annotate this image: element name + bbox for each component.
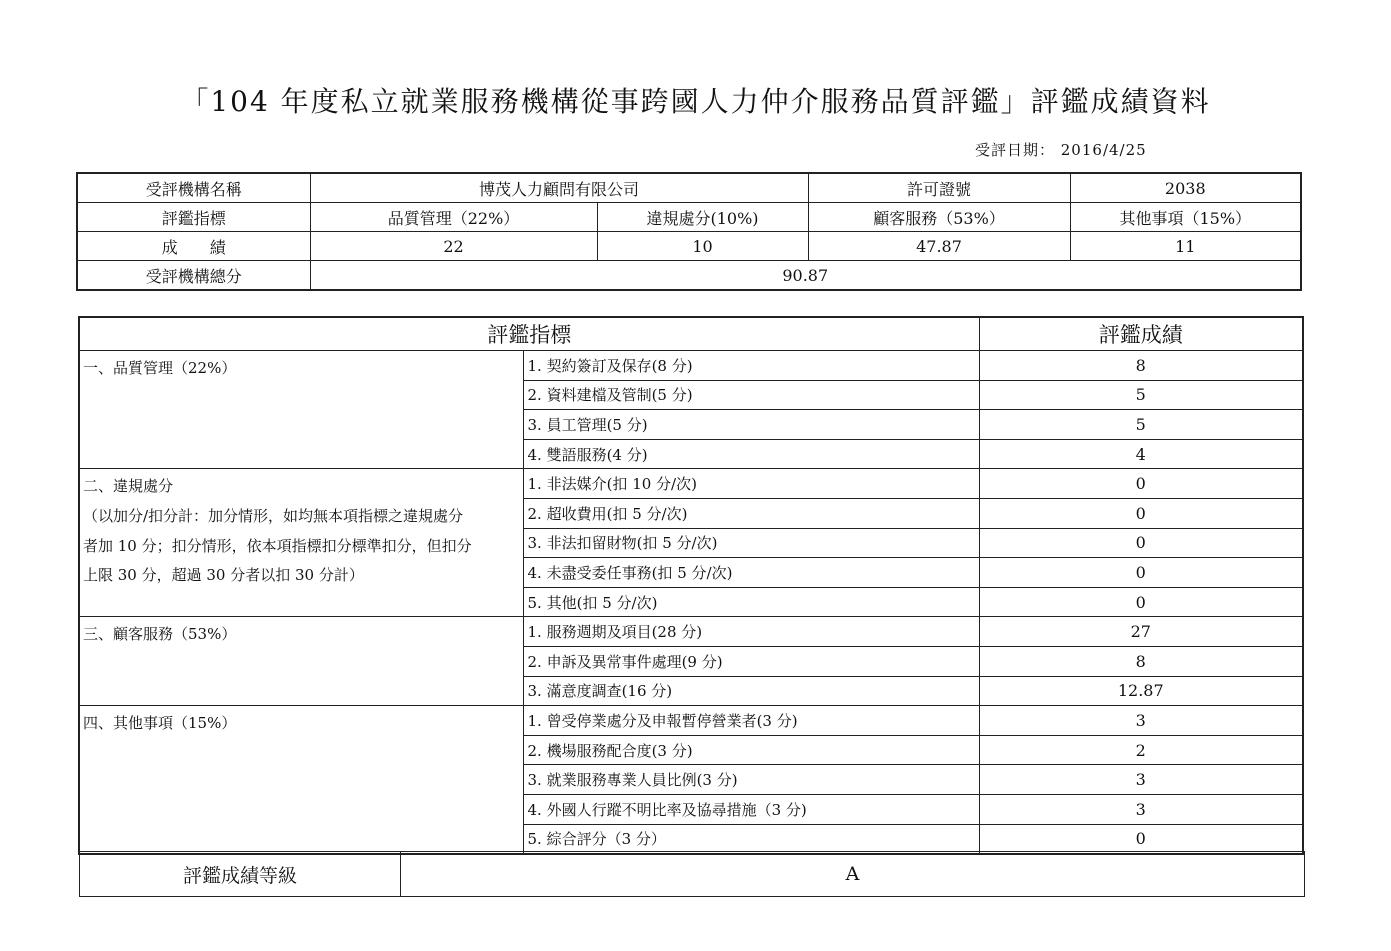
item-label: 4. 雙語服務(4 分) (523, 439, 979, 469)
evaluation-date: 受評日期： 2016/4/25 (975, 141, 1147, 159)
item-label: 3. 滿意度調查(16 分) (523, 676, 979, 706)
table-row (79, 351, 1303, 381)
item-label: 3. 非法扣留財物(扣 5 分/次) (523, 528, 979, 558)
category-line: 三、顧客服務（53%） (83, 625, 237, 644)
summary-row-org (77, 173, 1301, 203)
item-label: 3. 就業服務專業人員比例(3 分) (523, 765, 979, 795)
category-line: 四、其他事項（15%） (83, 714, 237, 733)
item-score: 27 (979, 617, 1303, 647)
item-score: 0 (979, 587, 1303, 617)
document-title: 「104 年度私立就業服務機構從事跨國人力仲介服務品質評鑑」評鑑成績資料 (180, 85, 1211, 118)
score-label: 成 績 (77, 232, 310, 261)
table-row (79, 617, 1303, 647)
item-label: 2. 超收費用(扣 5 分/次) (523, 498, 979, 528)
item-score: 12.87 (979, 676, 1303, 706)
table-row (79, 706, 1303, 736)
item-score: 5 (979, 380, 1303, 410)
item-label: 3. 員工管理(5 分) (523, 410, 979, 440)
category-line: 一、品質管理（22%） (83, 359, 237, 377)
table-row (79, 469, 1303, 499)
indicator-quality: 品質管理（22%） (310, 203, 597, 232)
item-score: 0 (979, 824, 1303, 854)
item-score: 0 (979, 528, 1303, 558)
item-score: 3 (979, 765, 1303, 795)
detail-table (78, 316, 1304, 855)
item-label: 4. 未盡受委任事務(扣 5 分/次) (523, 558, 979, 588)
item-label: 5. 其他(扣 5 分/次) (523, 587, 979, 617)
score-quality: 22 (310, 232, 597, 261)
license-number: 2038 (1070, 173, 1301, 203)
score-customer: 47.87 (808, 232, 1070, 261)
item-label: 2. 資料建檔及管制(5 分) (523, 380, 979, 410)
item-label: 1. 曾受停業處分及申報暫停營業者(3 分) (523, 706, 979, 736)
category-violation (79, 469, 523, 617)
item-score: 3 (979, 706, 1303, 736)
item-label: 1. 非法媒介(扣 10 分/次) (523, 469, 979, 499)
detail-header-score: 評鑑成績 (979, 317, 1303, 351)
item-label: 5. 綜合評分（3 分） (523, 824, 979, 854)
category-line: （以加分/扣分計：加分情形，如均無本項指標之違規處分 (83, 506, 464, 525)
item-score: 8 (979, 351, 1303, 381)
item-label: 1. 服務週期及項目(28 分) (523, 617, 979, 647)
summary-row-scores (77, 232, 1301, 261)
item-score: 5 (979, 410, 1303, 440)
item-score: 2 (979, 735, 1303, 765)
category-quality (79, 351, 523, 469)
item-label: 2. 申訴及異常事件處理(9 分) (523, 646, 979, 676)
item-label: 4. 外國人行蹤不明比率及協尋措施（3 分) (523, 794, 979, 824)
grade-label: 評鑑成績等級 (80, 852, 401, 897)
org-label: 受評機構名稱 (77, 173, 310, 203)
item-score: 8 (979, 646, 1303, 676)
score-other: 11 (1070, 232, 1301, 261)
summary-table (76, 172, 1302, 291)
indicator-other: 其他事項（15%） (1070, 203, 1301, 232)
detail-header-row (79, 317, 1303, 351)
item-score: 4 (979, 439, 1303, 469)
indicator-violation: 違規處分(10%) (597, 203, 808, 232)
category-line: 上限 30 分，超過 30 分者以扣 30 分計） (83, 566, 364, 585)
license-label: 許可證號 (808, 173, 1070, 203)
total-label: 受評機構總分 (77, 261, 310, 291)
category-line: 者加 10 分；扣分情形，依本項指標扣分標準扣分，但扣分 (83, 536, 472, 555)
grade-table (79, 851, 1305, 897)
item-score: 0 (979, 498, 1303, 528)
detail-header-indicator: 評鑑指標 (79, 317, 979, 351)
item-score: 0 (979, 558, 1303, 588)
grade-row (80, 852, 1305, 897)
item-score: 3 (979, 794, 1303, 824)
org-name: 博茂人力顧問有限公司 (310, 173, 808, 203)
item-label: 1. 契約簽訂及保存(8 分) (523, 351, 979, 381)
score-violation: 10 (597, 232, 808, 261)
indicator-label: 評鑑指標 (77, 203, 310, 232)
category-other (79, 706, 523, 854)
indicator-customer: 顧客服務（53%） (808, 203, 1070, 232)
total-score: 90.87 (310, 261, 1301, 291)
grade-value: A (401, 852, 1305, 897)
summary-row-total (77, 261, 1301, 291)
category-customer (79, 617, 523, 706)
summary-row-indicators (77, 203, 1301, 232)
item-label: 2. 機場服務配合度(3 分) (523, 735, 979, 765)
category-line: 二、違規處分 (83, 477, 174, 496)
item-score: 0 (979, 469, 1303, 499)
